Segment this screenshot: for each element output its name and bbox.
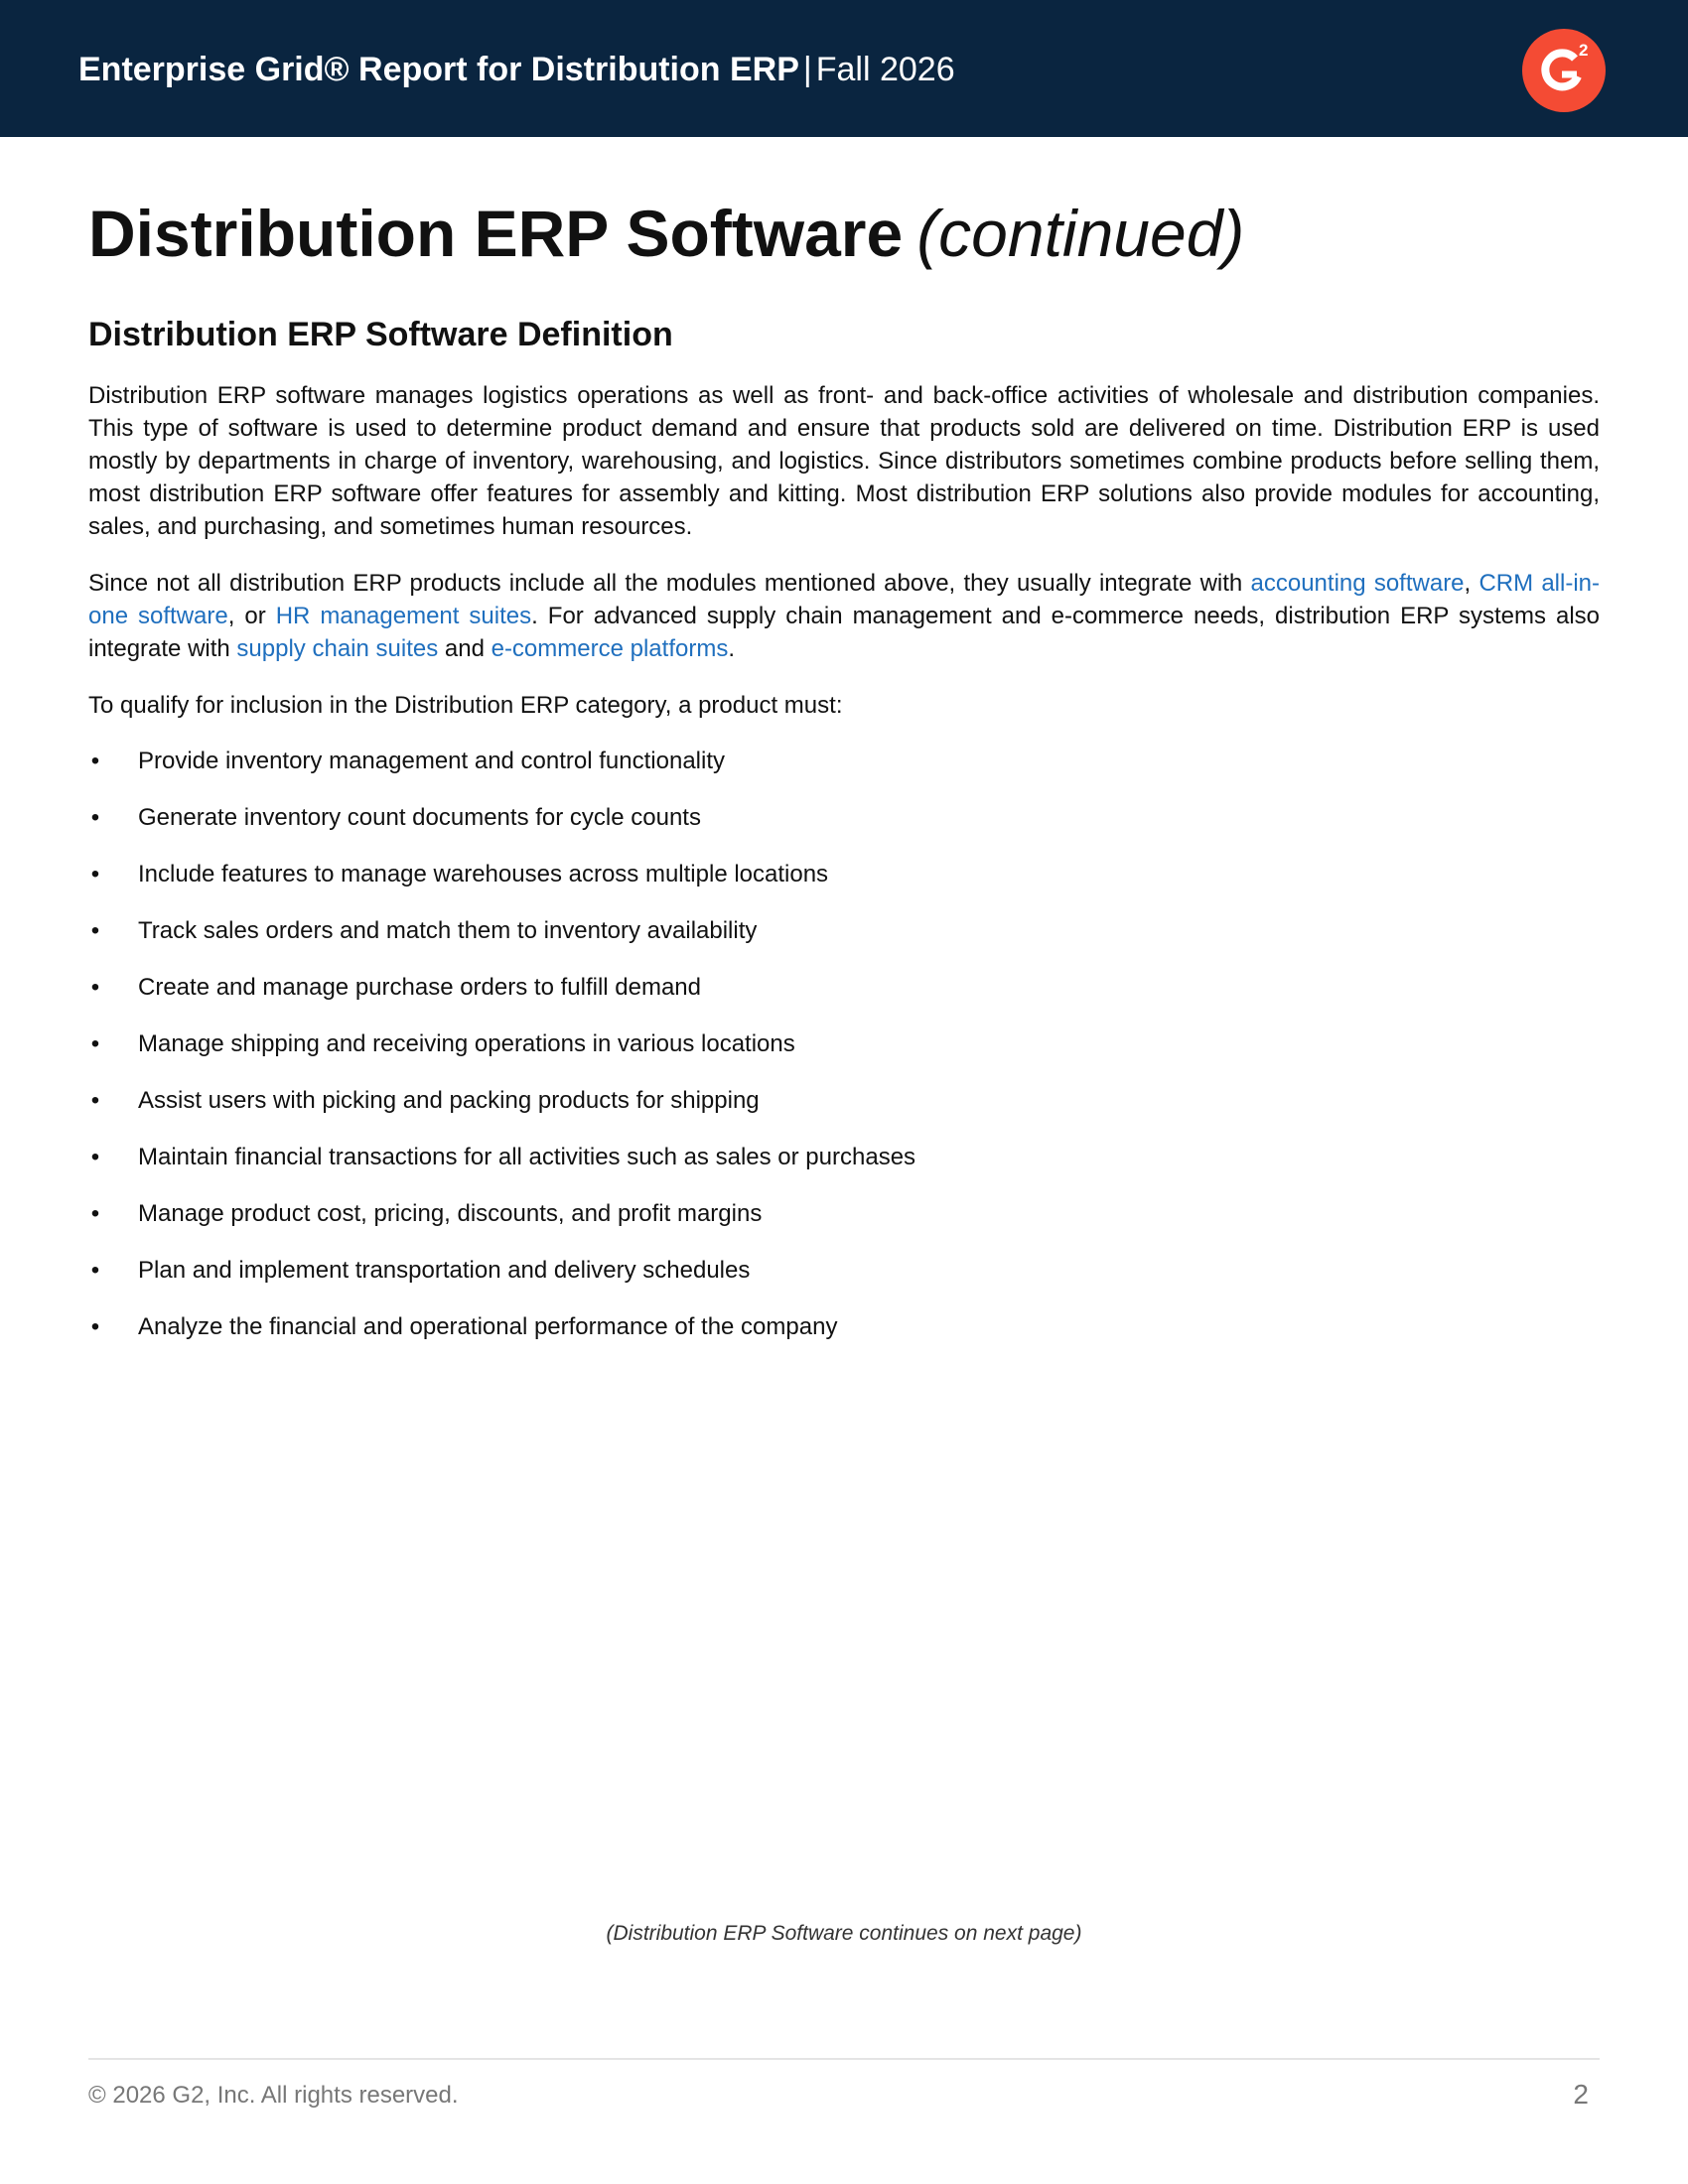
criteria-text: Track sales orders and match them to inventory availability: [138, 917, 758, 944]
bullet-icon: •: [90, 1200, 100, 1227]
criteria-item: [88, 1084, 1379, 1141]
criteria-item: [88, 1027, 1379, 1084]
bullet-icon: •: [90, 1087, 100, 1114]
e-commerce-platforms-link[interactable]: e-commerce platforms: [491, 635, 729, 662]
integration-paragraph: [88, 567, 1600, 665]
criteria-text: Provide inventory management and control functionality: [138, 748, 725, 774]
bullet-icon: •: [90, 1030, 100, 1057]
report-header-title: [78, 48, 955, 91]
criteria-item: [88, 971, 1379, 1027]
criteria-text: Include features to manage warehouses across multiple locations: [138, 861, 829, 887]
criteria-text: Plan and implement transportation and delivery schedules: [138, 1257, 751, 1284]
supply-chain-suites-link[interactable]: supply chain suites: [236, 635, 439, 662]
integration-text-5: and: [438, 635, 492, 662]
header-bar: [0, 0, 1688, 137]
criteria-text: Maintain financial transactions for all activities such as sales or purchases: [138, 1144, 916, 1170]
report-season: Fall 2026: [815, 51, 955, 88]
section-heading: Distribution ERP Software Definition: [88, 316, 673, 353]
integration-text-2: ,: [1464, 570, 1479, 597]
criteria-list: [88, 745, 1379, 1367]
criteria-text: Assist users with picking and packing products for shipping: [138, 1087, 760, 1114]
bullet-icon: •: [90, 1313, 100, 1340]
bullet-icon: •: [90, 974, 100, 1001]
criteria-text: Manage product cost, pricing, discounts, and profit margins: [138, 1200, 763, 1227]
qualify-intro: To qualify for inclusion in the Distribution ERP category, a product must:: [88, 692, 843, 719]
page-number: 2: [1573, 2079, 1589, 2110]
g2-logo-icon: [1522, 29, 1606, 112]
hr-management-suites-link[interactable]: HR management suites: [275, 603, 532, 629]
copyright-notice: © 2026 G2, Inc. All rights reserved.: [88, 2082, 459, 2109]
criteria-text: Generate inventory count documents for cycle counts: [138, 804, 701, 831]
criteria-item: [88, 914, 1379, 971]
accounting-software-link[interactable]: accounting software: [1250, 570, 1465, 597]
page-title: [88, 189, 1244, 278]
criteria-text: Create and manage purchase orders to fulfill demand: [138, 974, 701, 1001]
bullet-icon: •: [90, 861, 100, 887]
page-title-main: Distribution ERP Software: [88, 197, 904, 270]
integration-text-1: Since not all distribution ERP products include all the modules mentioned above, they usually integrate with: [88, 570, 1251, 597]
continues-note: (Distribution ERP Software continues on next page): [606, 1922, 1082, 1945]
integration-text-3: , or: [227, 603, 276, 629]
criteria-text: Analyze the financial and operational performance of the company: [138, 1313, 838, 1340]
report-title: Enterprise Grid® Report for Distribution ERP: [78, 51, 799, 88]
integration-text-6: .: [728, 635, 735, 662]
criteria-text: Manage shipping and receiving operations in various locations: [138, 1030, 795, 1057]
header-separator: |: [802, 51, 812, 88]
footer-divider: [88, 2058, 1600, 2060]
criteria-item: [88, 1310, 1379, 1367]
crm-all-in-one-link[interactable]: CRM all-in-one software: [88, 570, 1601, 629]
bullet-icon: •: [90, 1257, 100, 1284]
integration-text-4: . For advanced supply chain management and e-commerce needs, distribution ERP systems also integrate with: [88, 603, 1601, 662]
criteria-item: [88, 1254, 1379, 1310]
criteria-item: [88, 1197, 1379, 1254]
criteria-item: [88, 1141, 1379, 1197]
criteria-item: [88, 858, 1379, 914]
bullet-icon: •: [90, 804, 100, 831]
definition-paragraph: Distribution ERP software manages logistics operations as well as front- and back-office activities of wholesale and distribution companies. This type of software is used to determine product demand and ensure that products sold are delivered on time. Distribution ERP is used mostly by departments in charge of inventory, warehousing, and logistics. Since distributors sometimes combine products before selling them, most distribution ERP software offer features for assembly and kitting. Most distribution ERP solutions also provide modules for accounting, sales, and purchasing, and sometimes human resources.: [88, 382, 1600, 540]
criteria-item: [88, 745, 1379, 801]
bullet-icon: •: [90, 917, 100, 944]
bullet-icon: •: [90, 748, 100, 774]
svg-text:2: 2: [1579, 41, 1589, 60]
page-title-suffix: (continued): [916, 197, 1245, 270]
bullet-icon: •: [90, 1144, 100, 1170]
criteria-item: [88, 801, 1379, 858]
